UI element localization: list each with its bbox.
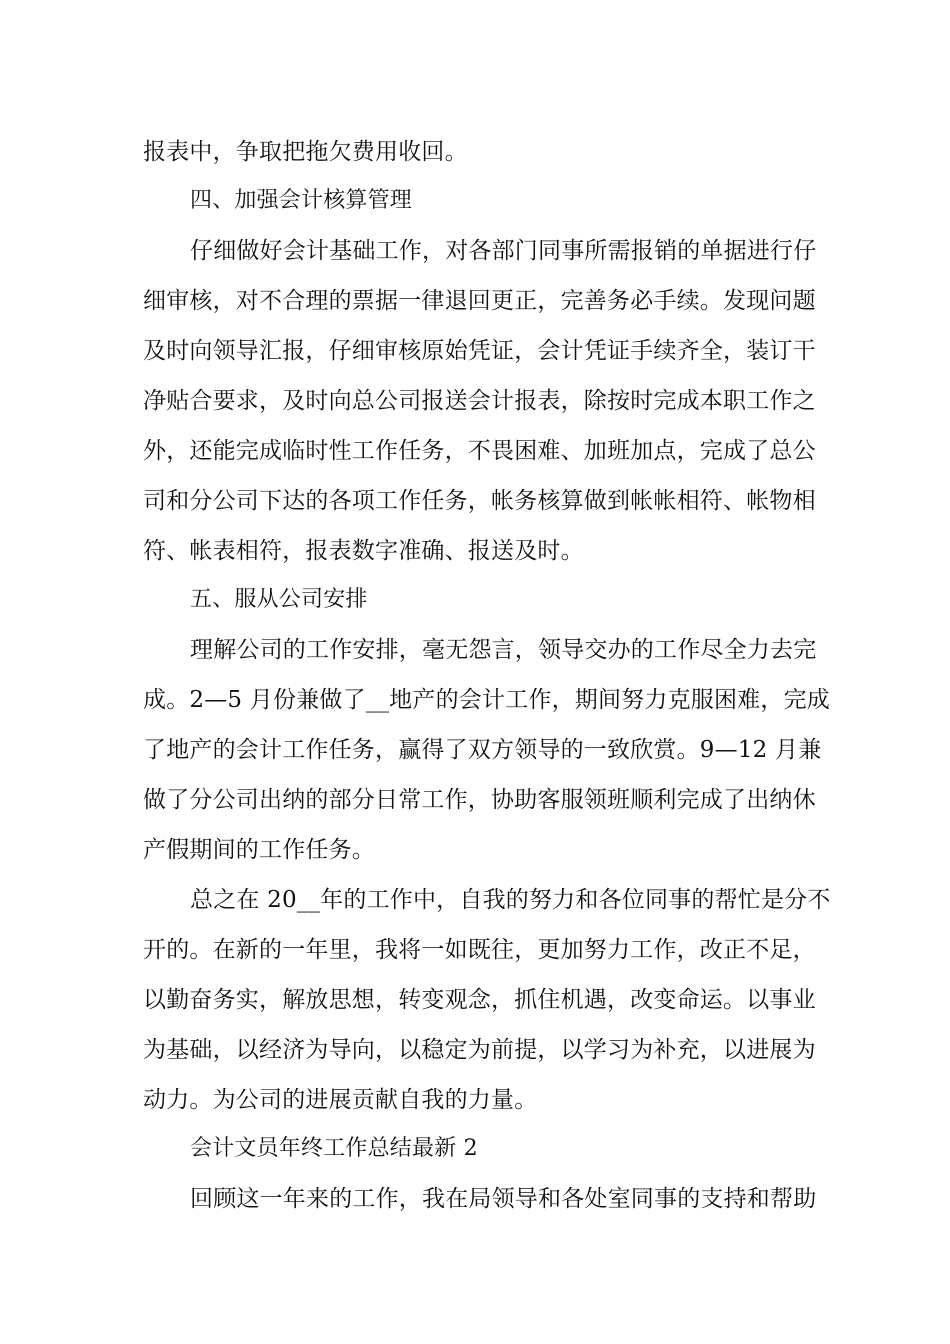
- paragraph-line: 报表中，争取把拖欠费用收回。: [143, 139, 468, 165]
- paragraph-line: 了地产的会计工作任务，赢得了双方领导的一致欣赏。9—12 月兼: [143, 737, 822, 763]
- paragraph-line: 为基础，以经济为导向，以稳定为前提，以学习为补充，以进展为: [143, 1037, 816, 1063]
- paragraph-line: 外，还能完成临时性工作任务，不畏困难、加班加点，完成了总公: [143, 438, 816, 464]
- paragraph-line: 及时向领导汇报，仔细审核原始凭证，会计凭证手续齐全，装订干: [143, 338, 816, 364]
- paragraph-line: 做了分公司出纳的部分日常工作，协助客服领班顺利完成了出纳休: [143, 787, 816, 813]
- paragraph-line: 产假期间的工作任务。: [143, 837, 375, 863]
- section-heading: 五、服从公司安排: [190, 587, 368, 612]
- paragraph-line: 以勤奋务实，解放思想，转变观念，抓住机遇，改变命运。以事业: [143, 987, 816, 1013]
- paragraph-line: 细审核，对不合理的票据一律退回更正，完善务必手续。发现问题: [143, 288, 816, 314]
- paragraph-line: 仔细做好会计基础工作，对各部门同事所需报销的单据进行仔: [190, 238, 817, 264]
- paragraph-line: 开的。在新的一年里，我将一如既往，更加努力工作，改正不足，: [143, 937, 816, 963]
- paragraph-line: 成。2—5 月份兼做了__地产的会计工作，期间努力克服困难，完成: [143, 687, 830, 713]
- paragraph-line: 符、帐表相符，报表数字准确、报送及时。: [143, 538, 584, 564]
- paragraph-line: 回顾这一年来的工作，我在局领导和各处室同事的支持和帮助: [190, 1186, 817, 1212]
- section-heading: 四、加强会计核算管理: [190, 188, 413, 213]
- paragraph-line: 理解公司的工作安排，毫无怨言，领导交办的工作尽全力去完: [190, 637, 817, 663]
- paragraph-line: 总之在 20__年的工作中，自我的努力和各位同事的帮忙是分不: [190, 887, 831, 913]
- paragraph-line: 司和分公司下达的各项工作任务，帐务核算做到帐帐相符、帐物相: [143, 488, 816, 514]
- paragraph-line: 净贴合要求，及时向总公司报送会计报表，除按时完成本职工作之: [143, 388, 816, 414]
- section-heading: 会计文员年终工作总结最新 2: [190, 1136, 478, 1161]
- paragraph-line: 动力。为公司的进展贡献自我的力量。: [143, 1087, 538, 1113]
